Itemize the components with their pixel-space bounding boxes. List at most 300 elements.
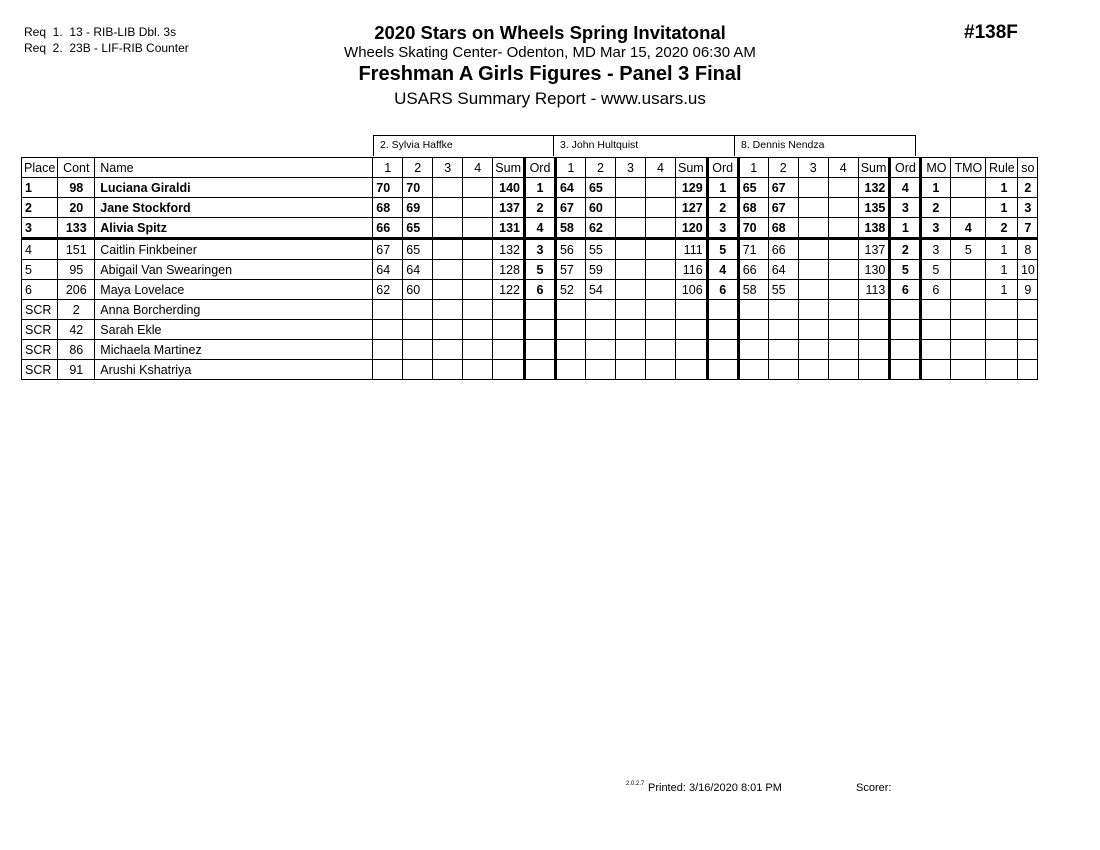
judge-1-sum-cell: 137 <box>493 198 525 218</box>
judge-3-score-3-cell <box>798 280 828 300</box>
rule-cell: 2 <box>986 218 1018 239</box>
contestant-number-cell: 20 <box>58 198 95 218</box>
judge-2-sum-cell <box>675 320 707 340</box>
judge-1-score-2-cell <box>403 300 433 320</box>
place-cell: SCR <box>22 360 58 380</box>
judge-2-score-1-cell <box>555 320 585 340</box>
table-row <box>22 360 1038 380</box>
table-row <box>22 320 1038 340</box>
total-majority-ordinal-cell: 5 <box>951 239 986 260</box>
table-row <box>22 280 1038 300</box>
judge-3-sum-cell: 130 <box>858 260 890 280</box>
judge-2-ordinal-cell <box>707 320 738 340</box>
judge-2-score-4-cell <box>645 320 675 340</box>
judge-2-score-3-cell <box>615 300 645 320</box>
judge-2-score-2-cell: 54 <box>585 280 615 300</box>
judge-3-score-3-cell <box>798 239 828 260</box>
judge-1-score-3-cell <box>433 360 463 380</box>
contestant-number-cell: 206 <box>58 280 95 300</box>
col-j3-s2: 2 <box>768 158 798 178</box>
skater-name-cell: Jane Stockford <box>95 198 373 218</box>
judge-3-header: 8. Dennis Nendza <box>735 135 916 156</box>
judge-2-ordinal-cell <box>707 340 738 360</box>
judge-3-score-2-cell <box>768 340 798 360</box>
judge-1-score-2-cell <box>403 340 433 360</box>
skater-name-cell: Caitlin Finkbeiner <box>95 239 373 260</box>
place-cell: 1 <box>22 178 58 198</box>
judge-2-score-4-cell <box>645 239 675 260</box>
col-name: Name <box>95 158 373 178</box>
judge-2-score-4-cell <box>645 198 675 218</box>
judge-3-score-3-cell <box>798 198 828 218</box>
judge-3-score-4-cell <box>828 239 858 260</box>
judge-2-sum-cell: 106 <box>675 280 707 300</box>
judge-1-score-2-cell: 65 <box>403 239 433 260</box>
contestant-number-cell: 2 <box>58 300 95 320</box>
judge-2-score-2-cell <box>585 320 615 340</box>
judge-1-score-1-cell <box>373 340 403 360</box>
judge-2-score-3-cell <box>615 280 645 300</box>
col-j1-s3: 3 <box>433 158 463 178</box>
judge-1-ordinal-cell: 3 <box>524 239 555 260</box>
judge-3-sum-cell: 132 <box>858 178 890 198</box>
header-row <box>22 158 1038 178</box>
judge-2-ordinal-cell: 5 <box>707 239 738 260</box>
sum-ordinals-cell: 9 <box>1018 280 1038 300</box>
judge-3-score-1-cell <box>738 360 768 380</box>
report-title: USARS Summary Report - www.usars.us <box>394 89 706 108</box>
total-majority-ordinal-cell <box>951 280 986 300</box>
judge-3-score-4-cell <box>828 340 858 360</box>
rule-cell: 1 <box>986 178 1018 198</box>
judge-2-score-1-cell: 67 <box>555 198 585 218</box>
total-majority-ordinal-cell <box>951 340 986 360</box>
sum-ordinals-cell: 3 <box>1018 198 1038 218</box>
judge-3-score-3-cell <box>798 360 828 380</box>
total-majority-ordinal-cell <box>951 178 986 198</box>
judge-1-score-4-cell <box>463 320 493 340</box>
sum-ordinals-cell: 10 <box>1018 260 1038 280</box>
contestant-number-cell: 98 <box>58 178 95 198</box>
contestant-number-cell: 95 <box>58 260 95 280</box>
judge-3-score-4-cell <box>828 178 858 198</box>
rule-cell <box>986 300 1018 320</box>
judge-3-ordinal-cell <box>890 320 921 340</box>
table-row <box>22 260 1038 280</box>
col-j3-s3: 3 <box>798 158 828 178</box>
judge-2-ordinal-cell: 6 <box>707 280 738 300</box>
judge-2-score-3-cell <box>615 178 645 198</box>
judge-1-sum-cell: 131 <box>493 218 525 239</box>
judge-3-score-1-cell <box>738 340 768 360</box>
judge-3-score-2-cell: 64 <box>768 260 798 280</box>
judge-3-ordinal-cell <box>890 300 921 320</box>
judge-3-score-3-cell <box>798 320 828 340</box>
results-table <box>21 157 1038 380</box>
judge-3-sum-cell: 137 <box>858 239 890 260</box>
scorer-label: Scorer: <box>856 782 892 794</box>
venue-date: Wheels Skating Center- Odenton, MD Mar 15, 2020 06:30 AM <box>344 44 756 61</box>
majority-ordinal-cell <box>921 360 951 380</box>
col-rule: Rule <box>986 158 1018 178</box>
judge-1-score-1-cell: 68 <box>373 198 403 218</box>
judge-2-ordinal-cell: 3 <box>707 218 738 239</box>
judge-3-score-2-cell: 66 <box>768 239 798 260</box>
judge-2-score-3-cell <box>615 340 645 360</box>
judge-1-sum-cell <box>493 320 525 340</box>
judge-2-score-2-cell: 60 <box>585 198 615 218</box>
judge-2-score-4-cell <box>645 300 675 320</box>
judge-1-score-3-cell <box>433 300 463 320</box>
judge-3-sum-cell: 138 <box>858 218 890 239</box>
contestant-number-cell: 86 <box>58 340 95 360</box>
rule-cell <box>986 360 1018 380</box>
judge-2-score-2-cell: 59 <box>585 260 615 280</box>
place-cell: 4 <box>22 239 58 260</box>
majority-ordinal-cell: 3 <box>921 239 951 260</box>
judge-1-ordinal-cell: 1 <box>524 178 555 198</box>
skater-name-cell: Alivia Spitz <box>95 218 373 239</box>
majority-ordinal-cell: 6 <box>921 280 951 300</box>
judge-3-score-2-cell: 55 <box>768 280 798 300</box>
judge-2-score-3-cell <box>615 360 645 380</box>
judge-1-ordinal-cell <box>524 340 555 360</box>
judge-3-score-1-cell: 71 <box>738 239 768 260</box>
judge-1-sum-cell: 140 <box>493 178 525 198</box>
judge-1-score-1-cell <box>373 300 403 320</box>
judge-2-sum-cell <box>675 300 707 320</box>
col-j1-ord: Ord <box>524 158 555 178</box>
col-mo: MO <box>921 158 951 178</box>
col-j1-s1: 1 <box>373 158 403 178</box>
judge-2-sum-cell <box>675 340 707 360</box>
total-majority-ordinal-cell <box>951 260 986 280</box>
judge-1-score-4-cell <box>463 198 493 218</box>
col-j2-ord: Ord <box>707 158 738 178</box>
judge-2-score-4-cell <box>645 178 675 198</box>
judge-2-header: 3. John Hultquist <box>554 135 735 156</box>
judge-2-sum-cell: 129 <box>675 178 707 198</box>
judge-3-score-4-cell <box>828 260 858 280</box>
judge-3-sum-cell <box>858 360 890 380</box>
judge-2-score-4-cell <box>645 340 675 360</box>
judge-2-score-3-cell <box>615 260 645 280</box>
judge-1-score-1-cell: 67 <box>373 239 403 260</box>
judge-1-sum-cell <box>493 340 525 360</box>
skater-name-cell: Sarah Ekle <box>95 320 373 340</box>
judge-2-sum-cell: 120 <box>675 218 707 239</box>
col-j3-sum: Sum <box>858 158 890 178</box>
majority-ordinal-cell: 2 <box>921 198 951 218</box>
judge-2-ordinal-cell <box>707 360 738 380</box>
place-cell: SCR <box>22 300 58 320</box>
judge-3-score-2-cell: 67 <box>768 178 798 198</box>
col-j2-s1: 1 <box>555 158 585 178</box>
judge-3-score-4-cell <box>828 218 858 239</box>
col-j3-s1: 1 <box>738 158 768 178</box>
judge-3-score-2-cell: 67 <box>768 198 798 218</box>
col-j2-s3: 3 <box>615 158 645 178</box>
requirement-2: Req 2. 23B - LIF-RIB Counter <box>24 41 189 55</box>
judge-3-score-3-cell <box>798 260 828 280</box>
majority-ordinal-cell <box>921 300 951 320</box>
printed-timestamp: Printed: 3/16/2020 8:01 PM <box>648 782 782 794</box>
judge-3-score-2-cell <box>768 320 798 340</box>
judge-3-ordinal-cell: 2 <box>890 239 921 260</box>
judge-1-score-3-cell <box>433 320 463 340</box>
sum-ordinals-cell: 2 <box>1018 178 1038 198</box>
total-majority-ordinal-cell <box>951 320 986 340</box>
majority-ordinal-cell: 1 <box>921 178 951 198</box>
table-row <box>22 218 1038 239</box>
judge-1-header: 2. Sylvia Haffke <box>373 135 554 156</box>
sum-ordinals-cell <box>1018 340 1038 360</box>
skater-name-cell: Luciana Giraldi <box>95 178 373 198</box>
table-row <box>22 198 1038 218</box>
table-row <box>22 300 1038 320</box>
contestant-number-cell: 42 <box>58 320 95 340</box>
col-j2-s4: 4 <box>645 158 675 178</box>
judge-1-sum-cell: 122 <box>493 280 525 300</box>
col-j1-s4: 4 <box>463 158 493 178</box>
judge-2-score-1-cell <box>555 340 585 360</box>
judge-3-ordinal-cell: 6 <box>890 280 921 300</box>
judge-2-sum-cell: 127 <box>675 198 707 218</box>
judge-3-score-3-cell <box>798 300 828 320</box>
judge-1-score-3-cell <box>433 198 463 218</box>
skater-name-cell: Maya Lovelace <box>95 280 373 300</box>
judge-1-score-3-cell <box>433 280 463 300</box>
results-body <box>22 178 1038 380</box>
skater-name-cell: Michaela Martinez <box>95 340 373 360</box>
judge-2-sum-cell: 116 <box>675 260 707 280</box>
judge-3-score-1-cell <box>738 300 768 320</box>
judge-3-ordinal-cell: 4 <box>890 178 921 198</box>
judge-2-score-2-cell <box>585 360 615 380</box>
table-row <box>22 340 1038 360</box>
judge-1-score-4-cell <box>463 260 493 280</box>
judge-2-score-3-cell <box>615 239 645 260</box>
judge-2-score-4-cell <box>645 280 675 300</box>
col-so: so <box>1018 158 1038 178</box>
place-cell: SCR <box>22 320 58 340</box>
table-row <box>22 178 1038 198</box>
requirement-1: Req 1. 13 - RIB-LIB Dbl. 3s <box>24 25 177 39</box>
judge-1-score-2-cell <box>403 360 433 380</box>
majority-ordinal-cell <box>921 320 951 340</box>
place-cell: 3 <box>22 218 58 239</box>
majority-ordinal-cell: 5 <box>921 260 951 280</box>
judge-3-ordinal-cell: 5 <box>890 260 921 280</box>
judge-2-score-1-cell: 56 <box>555 239 585 260</box>
judge-1-ordinal-cell <box>524 300 555 320</box>
col-tmo: TMO <box>951 158 986 178</box>
total-majority-ordinal-cell: 4 <box>951 218 986 239</box>
majority-ordinal-cell: 3 <box>921 218 951 239</box>
judge-2-score-2-cell <box>585 340 615 360</box>
total-majority-ordinal-cell <box>951 198 986 218</box>
sum-ordinals-cell <box>1018 320 1038 340</box>
judge-3-score-1-cell: 68 <box>738 198 768 218</box>
col-j1-s2: 2 <box>403 158 433 178</box>
judge-2-score-1-cell <box>555 300 585 320</box>
judge-2-score-2-cell: 62 <box>585 218 615 239</box>
judge-3-score-4-cell <box>828 300 858 320</box>
judge-1-score-4-cell <box>463 360 493 380</box>
judge-1-score-3-cell <box>433 218 463 239</box>
judge-3-sum-cell: 113 <box>858 280 890 300</box>
judge-3-score-1-cell: 70 <box>738 218 768 239</box>
judge-1-score-1-cell: 64 <box>373 260 403 280</box>
sum-ordinals-cell <box>1018 300 1038 320</box>
col-j3-s4: 4 <box>828 158 858 178</box>
rule-cell <box>986 320 1018 340</box>
judge-1-score-1-cell: 66 <box>373 218 403 239</box>
place-cell: 2 <box>22 198 58 218</box>
judge-2-score-2-cell <box>585 300 615 320</box>
col-j2-sum: Sum <box>675 158 707 178</box>
judge-2-ordinal-cell: 4 <box>707 260 738 280</box>
judge-1-ordinal-cell: 4 <box>524 218 555 239</box>
judge-3-sum-cell <box>858 320 890 340</box>
judge-2-score-1-cell: 52 <box>555 280 585 300</box>
judge-1-sum-cell: 128 <box>493 260 525 280</box>
judge-1-ordinal-cell: 2 <box>524 198 555 218</box>
judge-1-score-2-cell: 60 <box>403 280 433 300</box>
sum-ordinals-cell <box>1018 360 1038 380</box>
judge-2-score-3-cell <box>615 198 645 218</box>
judge-1-score-1-cell: 62 <box>373 280 403 300</box>
judge-2-ordinal-cell: 2 <box>707 198 738 218</box>
event-title: Freshman A Girls Figures - Panel 3 Final <box>358 63 742 85</box>
judge-3-ordinal-cell: 1 <box>890 218 921 239</box>
judge-1-ordinal-cell: 6 <box>524 280 555 300</box>
col-j1-sum: Sum <box>493 158 525 178</box>
majority-ordinal-cell <box>921 340 951 360</box>
judge-2-score-3-cell <box>615 320 645 340</box>
skater-name-cell: Abigail Van Swearingen <box>95 260 373 280</box>
judge-2-score-1-cell <box>555 360 585 380</box>
col-j3-ord: Ord <box>890 158 921 178</box>
judge-3-score-2-cell: 68 <box>768 218 798 239</box>
judge-3-score-3-cell <box>798 218 828 239</box>
version-code: 2.0.2.7 <box>626 781 645 787</box>
judge-1-score-3-cell <box>433 239 463 260</box>
judge-3-ordinal-cell <box>890 340 921 360</box>
place-cell: SCR <box>22 340 58 360</box>
judge-1-score-4-cell <box>463 178 493 198</box>
judge-2-score-3-cell <box>615 218 645 239</box>
place-cell: 5 <box>22 260 58 280</box>
judge-1-score-4-cell <box>463 300 493 320</box>
contestant-number-cell: 151 <box>58 239 95 260</box>
judge-1-ordinal-cell: 5 <box>524 260 555 280</box>
judge-3-score-1-cell: 58 <box>738 280 768 300</box>
rule-cell: 1 <box>986 239 1018 260</box>
judge-2-score-1-cell: 64 <box>555 178 585 198</box>
judge-3-score-3-cell <box>798 178 828 198</box>
judge-1-score-3-cell <box>433 178 463 198</box>
judge-1-score-2-cell: 70 <box>403 178 433 198</box>
judge-2-score-1-cell: 57 <box>555 260 585 280</box>
skater-name-cell: Arushi Kshatriya <box>95 360 373 380</box>
table-row <box>22 239 1038 260</box>
judge-3-ordinal-cell: 3 <box>890 198 921 218</box>
judge-1-sum-cell: 132 <box>493 239 525 260</box>
judge-2-ordinal-cell: 1 <box>707 178 738 198</box>
judge-1-score-3-cell <box>433 260 463 280</box>
judge-3-sum-cell: 135 <box>858 198 890 218</box>
rule-cell: 1 <box>986 280 1018 300</box>
judge-1-score-2-cell: 69 <box>403 198 433 218</box>
judge-3-score-4-cell <box>828 320 858 340</box>
judge-1-ordinal-cell <box>524 360 555 380</box>
judge-3-score-2-cell <box>768 360 798 380</box>
judge-3-score-3-cell <box>798 340 828 360</box>
rule-cell: 1 <box>986 198 1018 218</box>
contestant-number-cell: 133 <box>58 218 95 239</box>
judge-1-score-3-cell <box>433 340 463 360</box>
judge-1-score-4-cell <box>463 340 493 360</box>
judge-1-score-2-cell: 65 <box>403 218 433 239</box>
judge-1-score-1-cell: 70 <box>373 178 403 198</box>
judge-2-score-1-cell: 58 <box>555 218 585 239</box>
judge-2-ordinal-cell <box>707 300 738 320</box>
col-j2-s2: 2 <box>585 158 615 178</box>
judge-2-sum-cell: 111 <box>675 239 707 260</box>
judge-2-score-4-cell <box>645 360 675 380</box>
judge-3-sum-cell <box>858 300 890 320</box>
contestant-number-cell: 91 <box>58 360 95 380</box>
judge-1-score-2-cell <box>403 320 433 340</box>
event-number: #138F <box>964 22 1018 43</box>
col-place: Place <box>22 158 58 178</box>
judge-3-sum-cell <box>858 340 890 360</box>
judge-2-score-2-cell: 55 <box>585 239 615 260</box>
judge-1-score-2-cell: 64 <box>403 260 433 280</box>
judge-1-sum-cell <box>493 300 525 320</box>
skater-name-cell: Anna Borcherding <box>95 300 373 320</box>
place-cell: 6 <box>22 280 58 300</box>
total-majority-ordinal-cell <box>951 360 986 380</box>
judge-1-score-4-cell <box>463 239 493 260</box>
competition-title: 2020 Stars on Wheels Spring Invitatonal <box>374 22 726 43</box>
sum-ordinals-cell: 7 <box>1018 218 1038 239</box>
judge-1-score-4-cell <box>463 280 493 300</box>
judge-2-score-4-cell <box>645 218 675 239</box>
judge-3-score-1-cell <box>738 320 768 340</box>
judge-1-score-4-cell <box>463 218 493 239</box>
judge-3-score-1-cell: 65 <box>738 178 768 198</box>
judge-2-score-4-cell <box>645 260 675 280</box>
col-cont: Cont <box>58 158 95 178</box>
judge-1-score-1-cell <box>373 360 403 380</box>
judge-1-sum-cell <box>493 360 525 380</box>
judge-2-score-2-cell: 65 <box>585 178 615 198</box>
judge-2-sum-cell <box>675 360 707 380</box>
judge-3-score-4-cell <box>828 360 858 380</box>
judge-3-ordinal-cell <box>890 360 921 380</box>
rule-cell <box>986 340 1018 360</box>
judge-1-ordinal-cell <box>524 320 555 340</box>
judge-3-score-2-cell <box>768 300 798 320</box>
rule-cell: 1 <box>986 260 1018 280</box>
judge-3-score-4-cell <box>828 280 858 300</box>
total-majority-ordinal-cell <box>951 300 986 320</box>
sum-ordinals-cell: 8 <box>1018 239 1038 260</box>
judge-3-score-1-cell: 66 <box>738 260 768 280</box>
judge-1-score-1-cell <box>373 320 403 340</box>
